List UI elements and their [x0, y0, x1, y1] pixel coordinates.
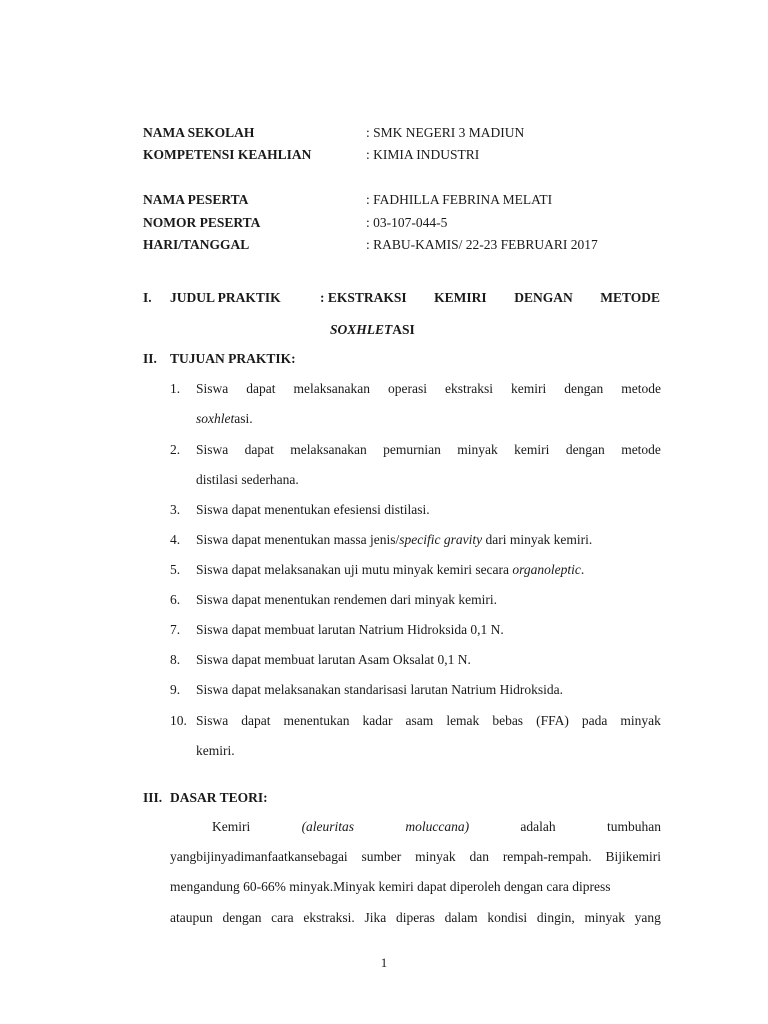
title-italic: SOXHLET — [330, 322, 393, 337]
word: minyak — [415, 849, 456, 864]
list-item-number: 5. — [170, 562, 181, 577]
italic-term: moluccana) — [405, 819, 470, 834]
word: dengan — [564, 381, 604, 396]
list-item-text — [196, 561, 584, 579]
section2-label: TUJUAN PRAKTIK: — [170, 351, 296, 366]
word: minyak — [620, 713, 661, 728]
list-item-number: 4. — [170, 532, 181, 547]
label-hari-tanggal: HARI/TANGGAL — [143, 237, 250, 252]
word: dapat — [244, 442, 274, 457]
page-number: 1 — [380, 955, 388, 970]
word: Siswa — [196, 713, 229, 728]
word: melaksanakan — [290, 442, 367, 457]
word: dapat — [246, 381, 276, 396]
word: lemak — [446, 713, 480, 728]
italic-term: (aleuritas — [301, 819, 355, 834]
word: Siswa — [196, 381, 229, 396]
word: operasi — [387, 381, 427, 396]
italic-term: specific gravity — [399, 532, 483, 547]
word: dapat — [241, 713, 271, 728]
list-item-number: 10. — [170, 713, 187, 728]
section1-title-line2 — [330, 321, 415, 339]
list-item-text: Siswa dapat menentukan rendemen dari minyak kemiri. — [196, 592, 498, 607]
title-rest: ASI — [392, 322, 415, 337]
value-kompetensi: : KIMIA INDUSTRI — [366, 147, 480, 162]
label-nomor-peserta: NOMOR PESERTA — [143, 215, 261, 230]
word: yang — [634, 910, 661, 925]
word: pada — [581, 713, 608, 728]
text: dari minyak kemiri. — [482, 532, 593, 547]
list-item-text: Siswa dapat melaksanakan standarisasi larutan Natrium Hidroksida. — [196, 682, 564, 697]
text: asi. — [234, 411, 253, 426]
list-item-line — [196, 712, 661, 730]
value-nama-peserta: : FADHILLA FEBRINA MELATI — [366, 192, 553, 207]
word: minyak — [457, 442, 498, 457]
list-item-number: 7. — [170, 622, 181, 637]
word: cara — [271, 910, 294, 925]
list-item-number: 1. — [170, 381, 181, 396]
list-item-line — [196, 441, 661, 459]
label-kompetensi: KOMPETENSI KEAHLIAN — [143, 147, 312, 162]
word: (FFA) — [536, 713, 569, 728]
word: ekstraksi. — [303, 910, 355, 925]
list-item-number: 9. — [170, 682, 181, 697]
word: metode — [621, 381, 661, 396]
word: adalah — [520, 819, 556, 834]
value-hari-tanggal: : RABU-KAMIS/ 22-23 FEBRUARI 2017 — [366, 237, 598, 252]
section1-label: JUDUL PRAKTIK — [170, 290, 281, 305]
word: rempah-rempah. — [502, 849, 592, 864]
word: yangbijinyadimanfaatkansebagai — [170, 849, 348, 864]
word: kadar — [362, 713, 393, 728]
word: pemurnian — [383, 442, 441, 457]
word: melaksanakan — [293, 381, 370, 396]
text: . — [580, 562, 585, 577]
list-item-line2 — [196, 410, 253, 428]
word: kemiri — [510, 381, 547, 396]
word: dengan — [565, 442, 605, 457]
paragraph-line — [170, 848, 661, 866]
word: dan — [469, 849, 489, 864]
list-item-number: 6. — [170, 592, 181, 607]
word: ekstraksi — [444, 381, 493, 396]
title-word: METODE — [600, 290, 660, 305]
label-nama-sekolah: NAMA SEKOLAH — [143, 125, 255, 140]
word: Kemiri — [212, 819, 251, 834]
word: dalam — [444, 910, 478, 925]
label-nama-peserta: NAMA PESERTA — [143, 192, 249, 207]
list-item-text: Siswa dapat membuat larutan Natrium Hidroksida 0,1 N. — [196, 622, 504, 637]
word: sumber — [361, 849, 402, 864]
word: dengan — [222, 910, 262, 925]
section3-label: DASAR TEORI: — [170, 790, 268, 805]
section2-number: II. — [143, 351, 157, 366]
list-item-text — [196, 531, 592, 549]
text: Siswa dapat menentukan massa jenis/ — [196, 532, 400, 547]
word: ataupun — [170, 910, 213, 925]
value-nomor-peserta: : 03-107-044-5 — [366, 215, 448, 230]
value-nama-sekolah: : SMK NEGERI 3 MADIUN — [366, 125, 525, 140]
paragraph-line: mengandung 60-66% minyak.Minyak kemiri dapat diperoleh dengan cara dipress — [170, 879, 611, 894]
word: diperas — [395, 910, 435, 925]
word: minyak — [584, 910, 625, 925]
word: bebas — [492, 713, 524, 728]
text: Siswa dapat melaksanakan uji mutu minyak kemiri secara — [196, 562, 513, 577]
word: kondisi — [487, 910, 528, 925]
title-word: : EKSTRAKSI — [320, 290, 407, 305]
word: menentukan — [283, 713, 350, 728]
section1-number: I. — [143, 290, 152, 305]
paragraph-line — [170, 909, 661, 927]
paragraph-line — [212, 818, 661, 836]
section1-title-line1 — [320, 289, 660, 307]
word: tumbuhan — [606, 819, 661, 834]
title-word: KEMIRI — [434, 290, 487, 305]
word: Siswa — [196, 442, 229, 457]
title-word: DENGAN — [514, 290, 573, 305]
word: kemiri — [514, 442, 550, 457]
word: asam — [405, 713, 434, 728]
italic-term: soxhlet — [196, 411, 235, 426]
list-item-line — [196, 380, 661, 398]
word: dingin, — [536, 910, 575, 925]
list-item-line2: distilasi sederhana. — [196, 472, 299, 487]
list-item-line2: kemiri. — [196, 743, 235, 758]
list-item-number: 3. — [170, 502, 181, 517]
list-item-text: Siswa dapat menentukan efesiensi distilasi. — [196, 502, 430, 517]
word: metode — [621, 442, 661, 457]
list-item-number: 2. — [170, 442, 181, 457]
section3-number: III. — [143, 790, 163, 805]
list-item-number: 8. — [170, 652, 181, 667]
word: Bijikemiri — [605, 849, 661, 864]
italic-term: organoleptic — [512, 562, 581, 577]
list-item-text: Siswa dapat membuat larutan Asam Oksalat 0,1 N. — [196, 652, 471, 667]
word: Jika — [364, 910, 387, 925]
